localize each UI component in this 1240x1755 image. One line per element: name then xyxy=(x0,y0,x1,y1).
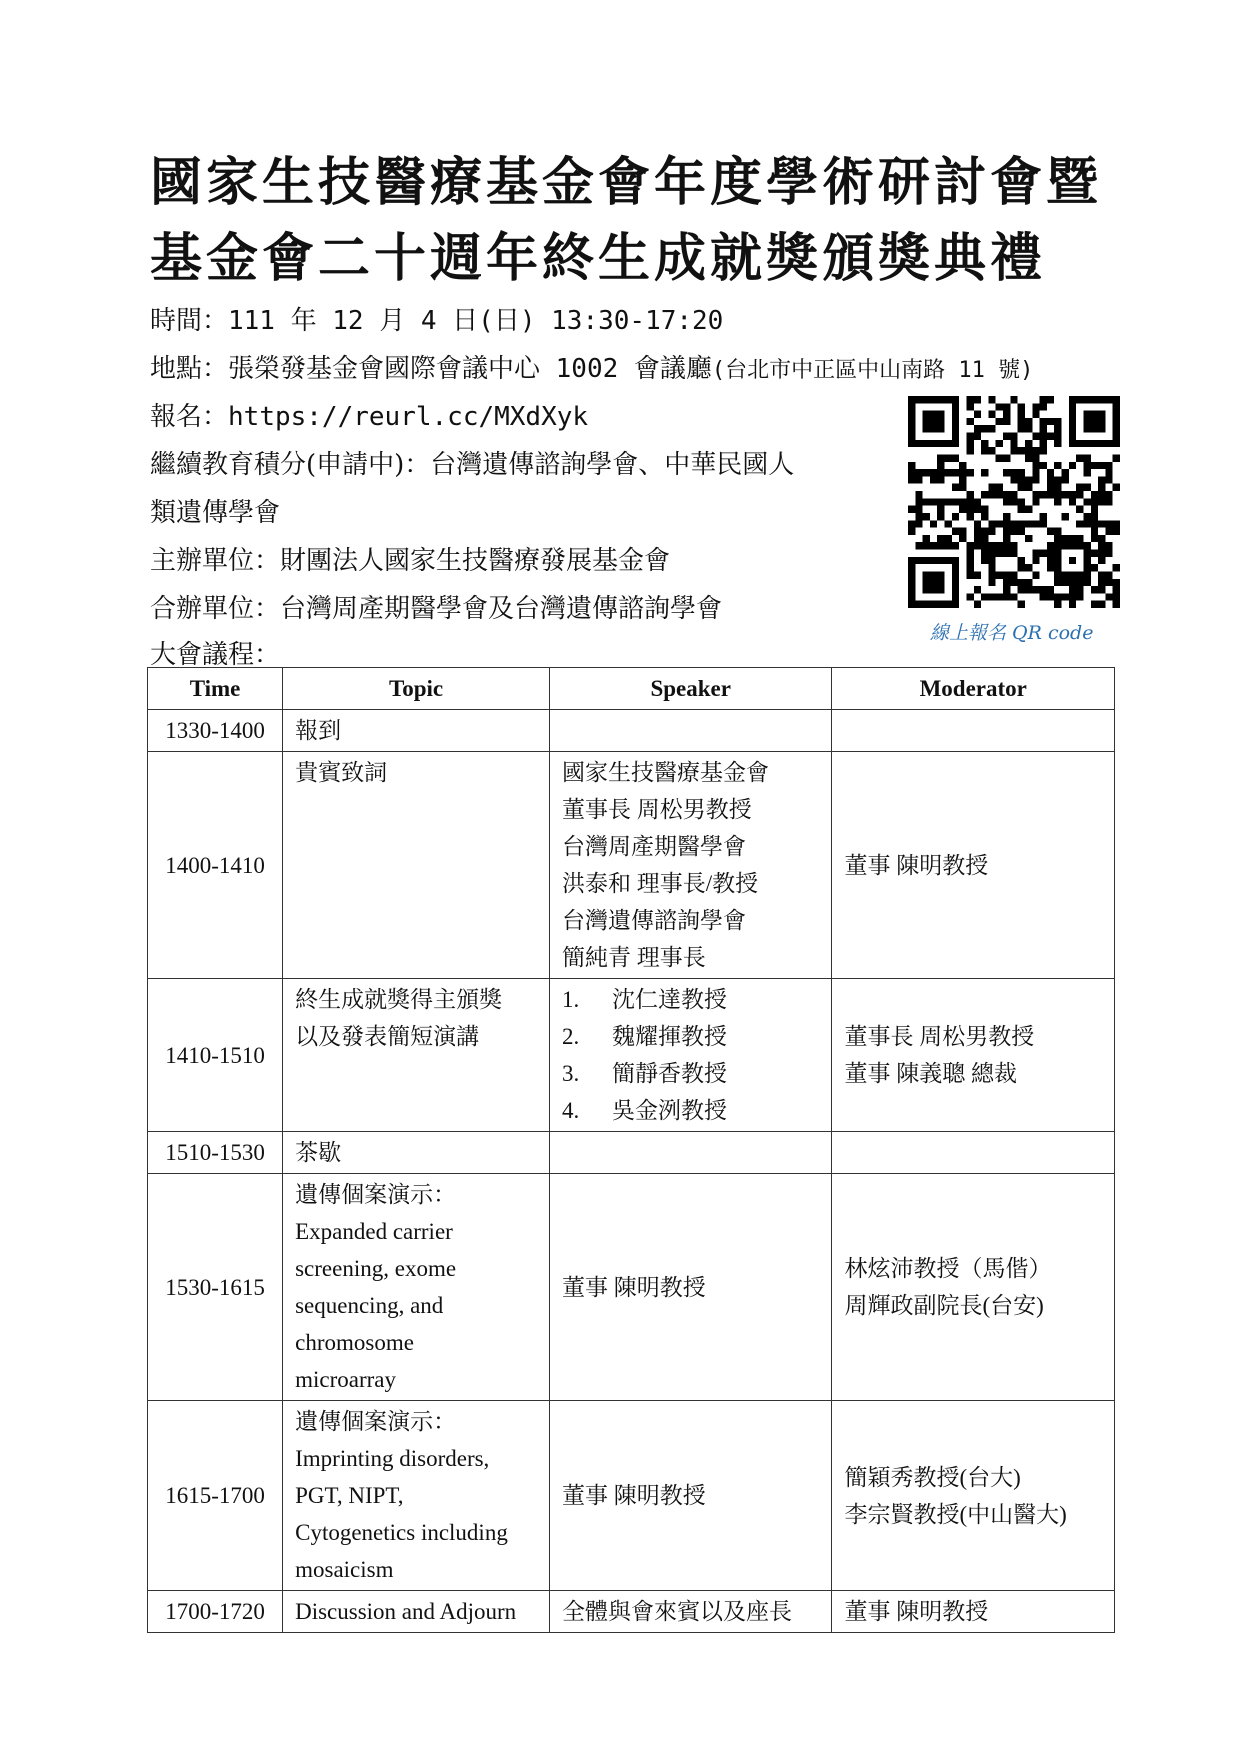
agenda-speaker-line xyxy=(562,1018,820,1055)
agenda-row xyxy=(148,1401,1115,1591)
agenda-time: 1530-1615 xyxy=(148,1174,283,1401)
header-moderator: Moderator xyxy=(832,668,1115,710)
agenda-topic-line: chromosome xyxy=(295,1330,414,1355)
agenda-topic-line: 以及發表簡短演講 xyxy=(295,1024,480,1049)
credits-line-2: 類遺傳學會 xyxy=(150,498,281,528)
agenda-row xyxy=(148,1591,1115,1633)
header-speaker: Speaker xyxy=(549,668,832,710)
agenda-moderator-line: 董事 陳明教授 xyxy=(844,852,989,878)
agenda-moderator xyxy=(832,1132,1115,1174)
agenda-speaker-line: 全體與會來賓以及座長 xyxy=(561,1599,792,1624)
agenda-speaker xyxy=(549,752,832,979)
speaker-number: 2. xyxy=(561,1024,580,1049)
agenda-speaker-line: 董事長 周松男教授 xyxy=(561,797,752,822)
organizer: 主辦單位：財團法人國家生技醫療發展基金會 xyxy=(150,546,671,576)
agenda-topic-line: microarray xyxy=(295,1367,396,1392)
agenda-moderator xyxy=(832,1174,1115,1401)
agenda-label: 大會議程： xyxy=(150,640,281,670)
agenda-topic-line: 遺傳個案演示： xyxy=(295,1409,457,1434)
agenda-moderator xyxy=(832,752,1115,979)
agenda-table xyxy=(147,667,1115,1633)
agenda-speaker-line xyxy=(562,1092,820,1129)
agenda-time: 1400-1410 xyxy=(148,752,283,979)
registration-link[interactable]: https://reurl.cc/MXdXyk xyxy=(228,402,589,432)
agenda-speaker xyxy=(549,710,832,752)
speaker-name: 魏耀揮教授 xyxy=(611,1024,727,1049)
agenda-topic xyxy=(283,1591,550,1633)
speaker-number: 3. xyxy=(561,1061,580,1086)
agenda-moderator xyxy=(832,710,1115,752)
agenda-moderator-line: 簡穎秀教授(台大) xyxy=(844,1464,1021,1490)
agenda-moderator-line: 周輝政副院長(台安) xyxy=(844,1293,1044,1318)
speaker-name: 吳金洌教授 xyxy=(611,1098,727,1123)
agenda-speaker-line: 簡純青 理事長 xyxy=(561,945,706,970)
agenda-moderator xyxy=(832,1401,1115,1591)
agenda-moderator-line: 董事 陳義聰 總裁 xyxy=(844,1061,1017,1086)
agenda-topic-line: Discussion and Adjourn xyxy=(295,1599,517,1624)
agenda-topic-line: sequencing, and xyxy=(295,1293,444,1318)
agenda-topic-line: 茶歇 xyxy=(295,1140,342,1165)
agenda-topic-line: 終生成就獎得主頒獎 xyxy=(295,987,503,1012)
credits-line-1: 繼續教育積分(申請中)：台灣遺傳諮詢學會、中華民國人 xyxy=(150,450,795,480)
speaker-number: 4. xyxy=(561,1098,580,1123)
agenda-row xyxy=(148,752,1115,979)
agenda-topic-line: Expanded carrier xyxy=(295,1219,453,1244)
agenda-moderator xyxy=(832,979,1115,1132)
agenda-topic xyxy=(283,1132,550,1174)
agenda-moderator xyxy=(832,1591,1115,1633)
agenda-topic-line: 貴賓致詞 xyxy=(295,760,388,785)
header-topic: Topic xyxy=(283,668,550,710)
agenda-topic-line: 報到 xyxy=(295,718,342,743)
agenda-speaker-line: 台灣遺傳諮詢學會 xyxy=(561,908,746,933)
agenda-speaker-line xyxy=(562,1055,820,1092)
agenda-speaker-line: 台灣周產期醫學會 xyxy=(561,834,746,859)
registration-label: 報名： xyxy=(150,402,229,432)
agenda-speaker-line: 董事 陳明教授 xyxy=(561,1274,706,1300)
agenda-topic xyxy=(283,1174,550,1401)
agenda-moderator-line: 林炫沛教授（馬偕） xyxy=(844,1256,1052,1281)
agenda-time: 1330-1400 xyxy=(148,710,283,752)
agenda-moderator-line: 董事 陳明教授 xyxy=(844,1599,989,1624)
agenda-topic-line: mosaicism xyxy=(295,1557,394,1582)
agenda-topic-line: 遺傳個案演示： xyxy=(295,1182,457,1207)
event-place xyxy=(150,348,1033,385)
qr-caption: 線上報名 QR code xyxy=(930,622,1094,644)
qr-code-icon[interactable] xyxy=(908,396,1120,608)
speaker-name: 沈仁達教授 xyxy=(611,987,727,1012)
agenda-time: 1700-1720 xyxy=(148,1591,283,1633)
agenda-row xyxy=(148,710,1115,752)
agenda-speaker xyxy=(549,1132,832,1174)
agenda-speaker xyxy=(549,979,832,1132)
agenda-speaker xyxy=(549,1174,832,1401)
speaker-number: 1. xyxy=(561,987,580,1012)
page-title-line-1: 國家生技醫療基金會年度學術研討會暨 xyxy=(150,152,1103,213)
speaker-name: 簡靜香教授 xyxy=(611,1061,727,1086)
agenda-moderator-line: 董事長 周松男教授 xyxy=(844,1024,1035,1049)
agenda-speaker-line: 國家生技醫療基金會 xyxy=(561,760,769,785)
agenda-row xyxy=(148,1174,1115,1401)
page-title-line-2: 基金會二十週年終生成就獎頒獎典禮 xyxy=(150,228,1047,289)
agenda-topic-line: PGT, NIPT, xyxy=(295,1483,404,1508)
agenda-speaker xyxy=(549,1401,832,1591)
agenda-time: 1615-1700 xyxy=(148,1401,283,1591)
header-time: Time xyxy=(148,668,283,710)
agenda-speaker-line: 洪泰和 理事長/教授 xyxy=(561,871,759,896)
agenda-header-row xyxy=(148,668,1115,710)
event-place-main: 地點：張榮發基金會國際會議中心 1002 會議廳 xyxy=(150,354,712,384)
agenda-speaker-line: 董事 陳明教授 xyxy=(561,1483,706,1508)
agenda-moderator-line: 李宗賢教授(中山醫大) xyxy=(844,1501,1067,1527)
agenda-time: 1410-1510 xyxy=(148,979,283,1132)
event-place-address: (台北市中正區中山南路 11 號) xyxy=(711,358,1034,383)
agenda-row xyxy=(148,979,1115,1132)
agenda-speaker xyxy=(549,1591,832,1633)
registration xyxy=(150,396,588,433)
agenda-topic-line: Imprinting disorders, xyxy=(295,1446,490,1471)
agenda-topic xyxy=(283,710,550,752)
agenda-topic-line: screening, exome xyxy=(295,1256,457,1281)
agenda-topic-line: Cytogenetics including xyxy=(295,1520,508,1545)
co-organizer: 合辦單位：台灣周產期醫學會及台灣遺傳諮詢學會 xyxy=(150,594,723,624)
agenda-topic xyxy=(283,979,550,1132)
agenda-speaker-line xyxy=(562,981,820,1018)
agenda-topic xyxy=(283,1401,550,1591)
agenda-row xyxy=(148,1132,1115,1174)
agenda-topic xyxy=(283,752,550,979)
event-time: 時間：111 年 12 月 4 日(日) 13:30-17:20 xyxy=(150,306,724,336)
agenda-time: 1510-1530 xyxy=(148,1132,283,1174)
